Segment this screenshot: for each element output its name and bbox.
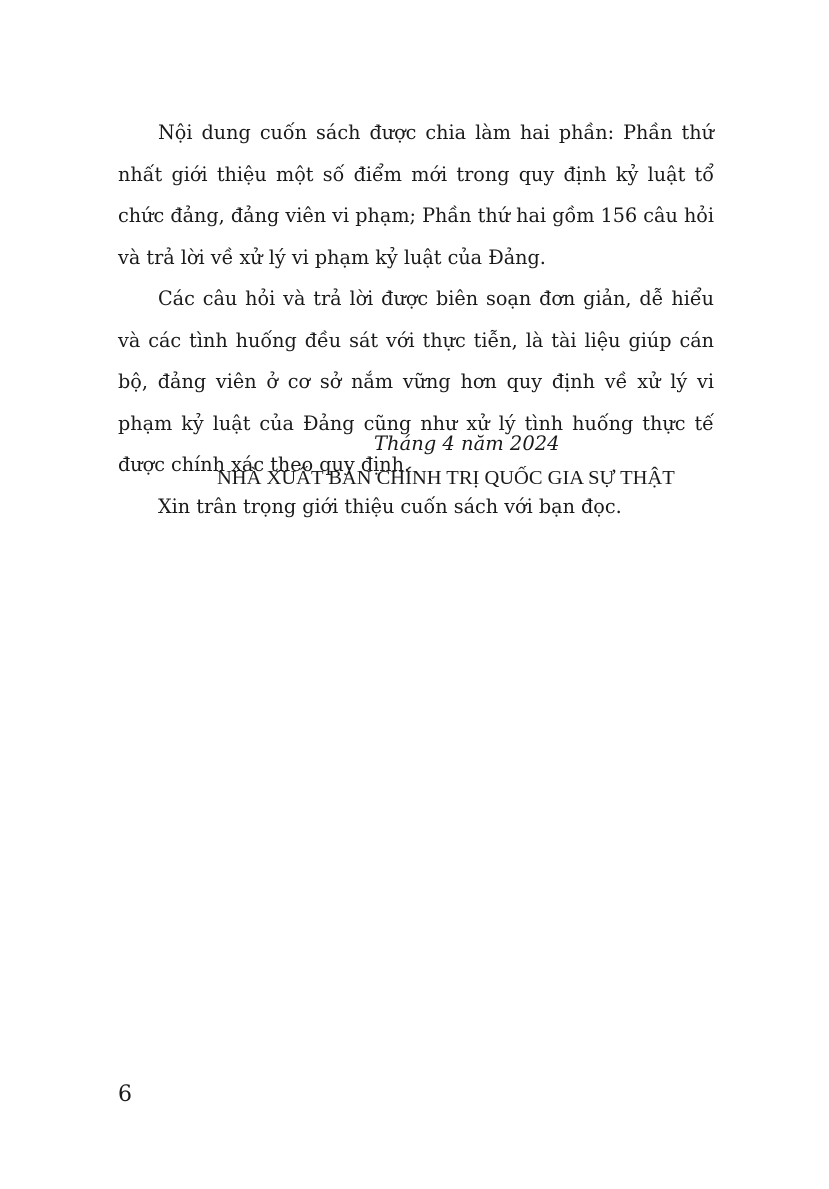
paragraph-book-contents: Nội dung cuốn sách được chia làm hai phần: Phần thứ nhất giới thiệu một số điểm mới trong quy định kỷ luật tổ chức đảng, đảng viên vi phạm; Phần thứ hai gồm 156 câu hỏi và trả lời về xử lý vi phạm kỷ luật của Đảng. <box>118 121 714 269</box>
signature-publisher: NHÀ XUẤT BẢN CHÍNH TRỊ QUỐC GIA SỰ THẬT <box>217 467 675 489</box>
signature-date: Tháng 4 năm 2024 <box>374 432 560 455</box>
paragraph-introduction: Xin trân trọng giới thiệu cuốn sách với bạn đọc. <box>158 494 622 518</box>
paragraph-book-purpose: Các câu hỏi và trả lời được biên soạn đơn giản, dễ hiểu và các tình huống đều sát với thực tiễn, là tài liệu giúp cán bộ, đảng viên ở cơ sở nắm vững hơn quy định về xử lý vi phạm kỷ luật của Đảng cũng như xử lý tình huống thực tế được chính xác theo quy định. <box>118 287 714 476</box>
page-number: 6 <box>118 1082 132 1107</box>
